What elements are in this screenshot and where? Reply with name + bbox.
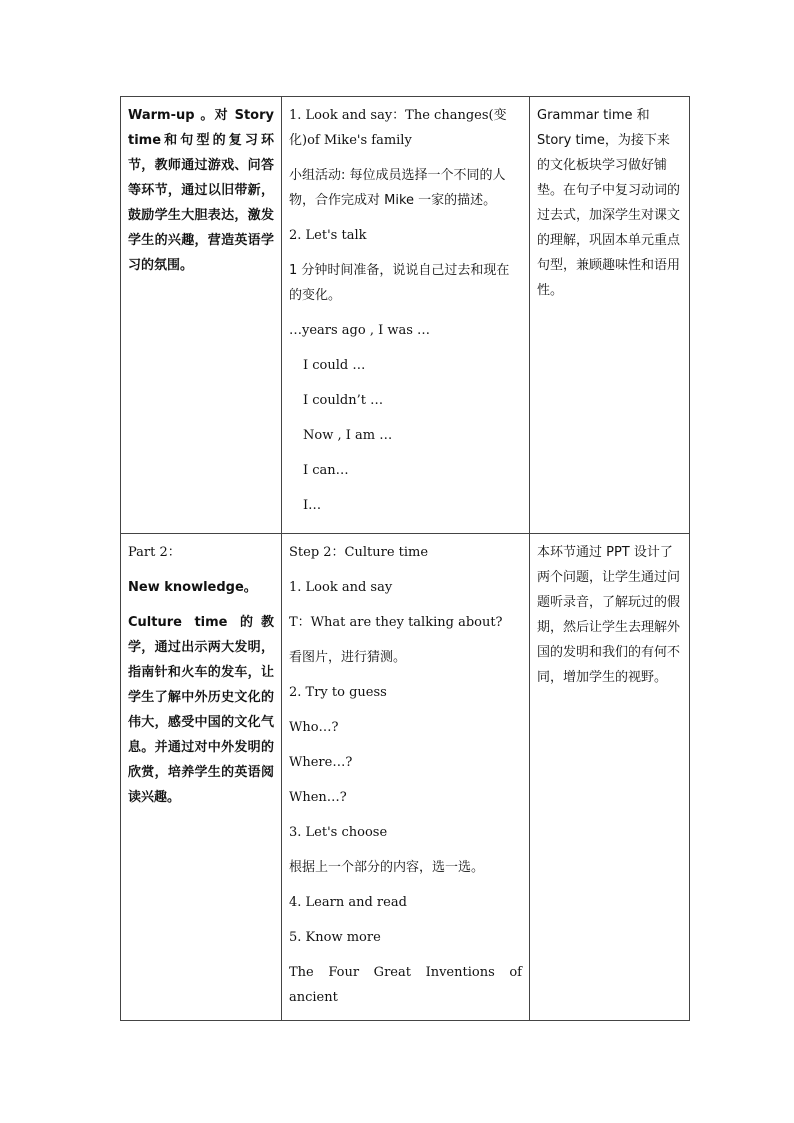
activity-line: 根据上一个部分的内容，选一选。 <box>289 860 485 875</box>
lesson-plan-table <box>120 96 690 1021</box>
activity-line: I couldn’t … <box>303 393 384 408</box>
activity-line: …years ago , I was … <box>289 323 431 338</box>
activity-line: I… <box>303 498 322 513</box>
table-row-new-knowledge <box>121 534 690 1021</box>
activity-line: 1 分钟时间准备，说说自己过去和现在的变化。 <box>289 263 510 303</box>
activity-line: Who…? <box>289 720 339 735</box>
warmup-purpose-text: Grammar time 和 Story time，为接下来的文化板块学习做好铺垫。在句子中复习动词的过去式，加深学生对课文的理解，巩固本单元重点句型，兼顾趣味性和语用性。 <box>537 108 681 298</box>
activity-line: 看图片，进行猜测。 <box>289 650 407 665</box>
activity-line: I could … <box>303 358 366 373</box>
activity-line: Where…? <box>289 755 353 770</box>
part2-objective-cell <box>121 534 282 1021</box>
part2-purpose-cell <box>530 534 690 1021</box>
activity-line: Now , I am … <box>303 428 393 443</box>
activity-line: 2. Try to guess <box>289 685 387 700</box>
part-label: Part 2： <box>128 545 181 560</box>
activity-line: When…? <box>289 790 347 805</box>
activity-line: T：What are they talking about? <box>289 615 503 630</box>
activity-line: 2. Let's talk <box>289 228 367 243</box>
activity-line: The Four Great Inventions of ancient <box>289 965 522 1005</box>
warmup-activity-cell <box>282 97 530 534</box>
part2-purpose-text: 本环节通过 PPT 设计了两个问题，让学生通过问题听录音，了解玩过的假期，然后让学生去理解外国的发明和我们的有何不同，增加学生的视野。 <box>537 545 681 685</box>
part2-objective-text: Culture time 的教学，通过出示两大发明，指南针和火车的发车，让学生了解中外历史文化的伟大，感受中国的文化气息。并通过对中外发明的欣赏，培养学生的英语阅读兴趣。 <box>128 615 274 805</box>
activity-line: 1. Look and say <box>289 580 393 595</box>
activity-line: 5. Know more <box>289 930 381 945</box>
activity-line: 1. Look and say：The changes(变化)of Mike's family <box>289 108 507 148</box>
activity-line: 3. Let's choose <box>289 825 388 840</box>
warmup-objective-cell <box>121 97 282 534</box>
warmup-purpose-cell <box>530 97 690 534</box>
part2-activity-cell <box>282 534 530 1021</box>
activity-line: 小组活动: 每位成员选择一个不同的人物，合作完成对 Mike 一家的描述。 <box>289 168 506 208</box>
activity-line: I can… <box>303 463 349 478</box>
activity-line: Step 2：Culture time <box>289 545 429 560</box>
table-row-warmup <box>121 97 690 534</box>
warmup-objective-text: Warm-up 。对 Story time和句型的复习环节，教师通过游戏、问答等环节，通过以旧带新，鼓励学生大胆表达，激发学生的兴趣，营造英语学习的氛围。 <box>128 108 274 273</box>
activity-line: 4. Learn and read <box>289 895 407 910</box>
part-subtitle: New knowledge。 <box>128 580 257 595</box>
